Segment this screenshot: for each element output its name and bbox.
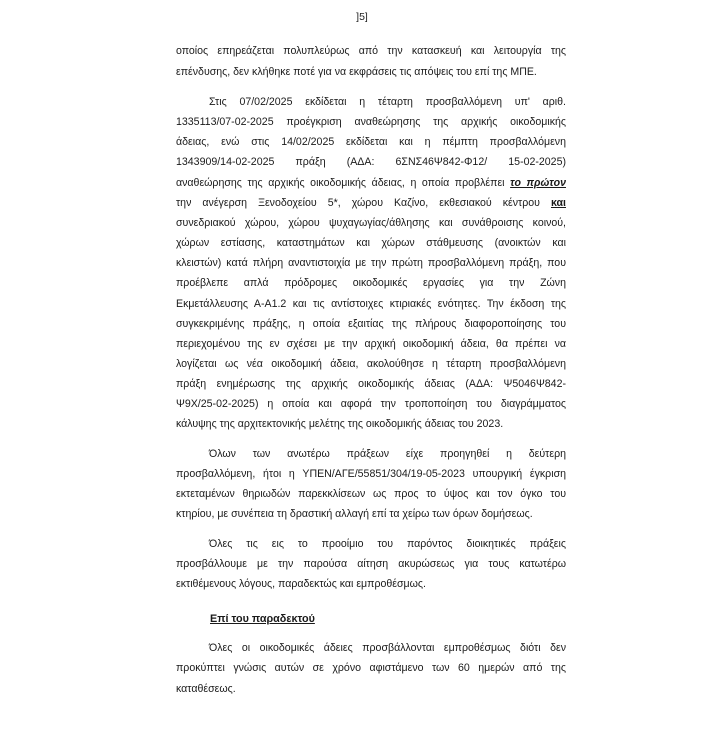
- text-line: κλειστών) κατά πλήρη αναντιστοιχία με την πρώτη προσβαλλόμενη πράξη, που: [176, 257, 566, 269]
- text-line: συγκεκριμένης πράξης, η οποία εξαιτίας της πλήρους διαφοροποίησης του: [176, 318, 566, 330]
- text-line: Στις 07/02/2025 εκδίδεται η τέταρτη προσβαλλόμενη υπ' αριθ.: [209, 96, 566, 108]
- text-line: Ψ9Χ/25-02-2025) η οποία και αφορά την τροποποίηση του διαγράμματος: [176, 398, 566, 410]
- text-line: 1335113/07-02-2025 προέγκριση αναθεώρησης της αρχικής οικοδομικής: [176, 116, 566, 128]
- text-line: προέβλεπε απλά πρόδρομες οικοδομικές εργασίες για την Ζώνη: [176, 277, 566, 289]
- text-line: χώρων εστίασης, καταστημάτων και χώρων στάθμευσης (ανοικτών και: [176, 237, 566, 249]
- text-line: Όλων των ανωτέρω πράξεων είχε προηγηθεί η δεύτερη: [209, 448, 566, 460]
- text-line: την ανέγερση Ξενοδοχείου 5*, χώρου Καζίνο, εκθεσιακού κέντρου και: [176, 197, 566, 209]
- text-line: Εκμετάλλευσης Α-Α1.2 και τις αντίστοιχες κτιριακές ενότητες. Την έκδοση της: [176, 298, 566, 310]
- text-line: αναθεώρησης της αρχικής οικοδομικής άδειας, η οποία προβλέπει το πρώτον: [176, 177, 566, 189]
- text-line: περιεχομένου της εν σχέσει με την αρχική οικοδομική άδεια, θα πρέπει να: [176, 338, 566, 350]
- text-line: Όλες τις εις το προοίμιο του παρόντος διοικητικές πράξεις: [209, 538, 566, 550]
- text-line: προκύπτει γνώσις αυτών σε χρόνο αφιστάμενο των 60 ημερών από της: [176, 662, 566, 674]
- emphasis-text: το πρώτον: [510, 177, 566, 189]
- text-line: εκτιθέμενους λόγους, παραδεκτώς και εμπροθέσμως.: [176, 578, 426, 590]
- text-line: προσβαλλόμενη, ήτοι η ΥΠΕΝ/ΑΓΕ/55851/304/19-05-2023 υπουργική έγκριση: [176, 468, 566, 480]
- text-line: εκτεταμένων θηριωδών παρεκκλίσεων ως προς το ύψος και τον όγκο του: [176, 488, 566, 500]
- text-line: συνεδριακού χώρου, χώρου ψυχαγωγίας/άθλησης και συνάθροισης κοινού,: [176, 217, 566, 229]
- text-line: κάλυψης της αρχιτεκτονικής μελέτης της οικοδομικής άδειας του 2023.: [176, 418, 504, 430]
- text-line: καταθέσεως.: [176, 683, 236, 695]
- emphasis-text: και: [550, 197, 566, 209]
- text-line: λογίζεται ως νέα οικοδομική άδεια, ακολούθησε η τέταρτη προσβαλλόμενη: [176, 358, 566, 370]
- page-number: ]5]: [356, 11, 368, 23]
- text-line: 1343909/14-02-2025 πράξη (ΑΔΑ: 6ΣΝΣ46Ψ842-Φ12/ 15-02-2025): [176, 156, 566, 168]
- text-line: προσβάλλουμε με την παρούσα αίτηση ακυρώσεως για τους κατωτέρω: [176, 558, 566, 570]
- text-line: πράξη ενημέρωσης της αρχικής οικοδομικής άδειας (ΑΔΑ: Ψ5046Ψ842-: [176, 378, 566, 390]
- text-line: Όλες οι οικοδομικές άδειες προσβάλλονται εμπροθέσμως διότι δεν: [209, 642, 566, 654]
- text-line: κτηρίου, με συνέπεια τη δραστική αλλαγή επί τα χείρω των όρων δομήσεως.: [176, 508, 533, 520]
- section-heading: Επί του παραδεκτού: [210, 613, 315, 625]
- text-line: οποίος επηρεάζεται πολυπλεύρως από την κατασκευή και λειτουργία της: [176, 45, 566, 57]
- text-line: επένδυσης, δεν κλήθηκε ποτέ για να εκφράσεις τις απόψεις του επί της ΜΠΕ.: [176, 66, 537, 78]
- text-line: άδειας, ενώ στις 14/02/2025 εκδίδεται και η πέμπτη προσβαλλόμενη: [176, 136, 566, 148]
